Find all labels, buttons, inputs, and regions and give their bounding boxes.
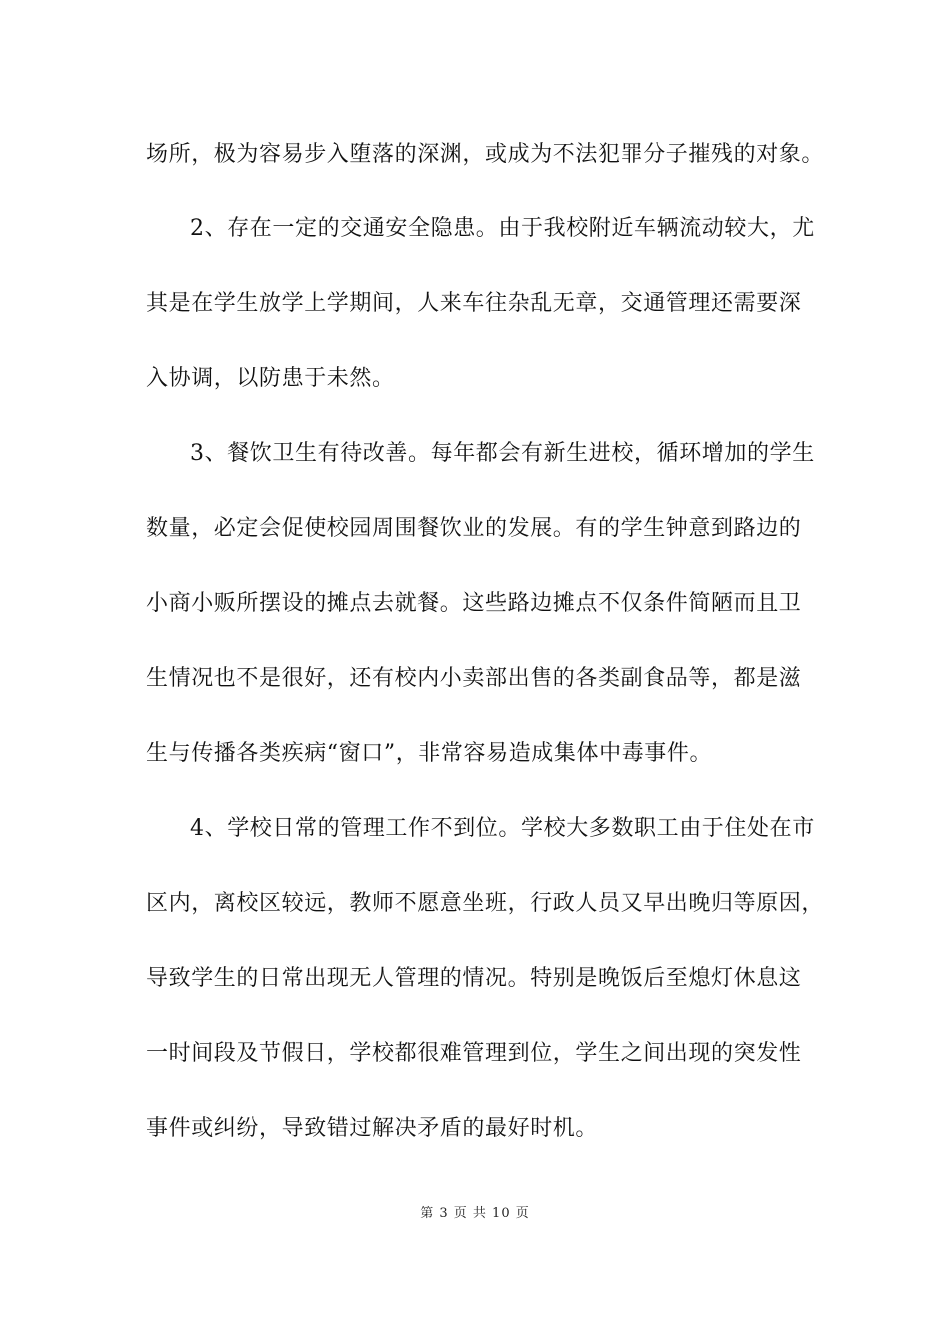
text-line-6: 数量，必定会促使校园周围餐饮业的发展。有的学生钟意到路边的 bbox=[146, 516, 802, 541]
text-line-13: 一时间段及节假日，学校都很难管理到位，学生之间出现的突发性 bbox=[146, 1041, 802, 1066]
text-line-8: 生情况也不是很好，还有校内小卖部出售的各类副食品等，都是滋 bbox=[146, 666, 802, 691]
text-line-5: 3、餐饮卫生有待改善。每年都会有新生进校，循环增加的学生 bbox=[190, 441, 815, 466]
text-line-9: 生与传播各类疾病“窗口”，非常容易造成集体中毒事件。 bbox=[146, 741, 713, 766]
text-line-10: 4、学校日常的管理工作不到位。学校大多数职工由于住处在市 bbox=[190, 816, 815, 841]
text-line-4: 入协调，以防患于未然。 bbox=[146, 366, 395, 391]
text-line-12: 导致学生的日常出现无人管理的情况。特别是晚饭后至熄灯休息这 bbox=[146, 966, 802, 991]
text-line-14: 事件或纠纷，导致错过解决矛盾的最好时机。 bbox=[146, 1116, 599, 1141]
text-line-3: 其是在学生放学上学期间，人来车往杂乱无章，交通管理还需要深 bbox=[146, 291, 802, 316]
text-line-2: 2、存在一定的交通安全隐患。由于我校附近车辆流动较大，尤 bbox=[190, 216, 815, 241]
text-line-1: 场所，极为容易步入堕落的深渊，或成为不法犯罪分子摧残的对象。 bbox=[146, 142, 825, 167]
text-line-11: 区内，离校区较远，教师不愿意坐班，行政人员又早出晚归等原因， bbox=[146, 891, 825, 916]
text-line-7: 小商小贩所摆设的摊点去就餐。这些路边摊点不仅条件简陋而且卫 bbox=[146, 591, 802, 616]
page-footer: 第 3 页 共 10 页 bbox=[420, 1206, 530, 1221]
